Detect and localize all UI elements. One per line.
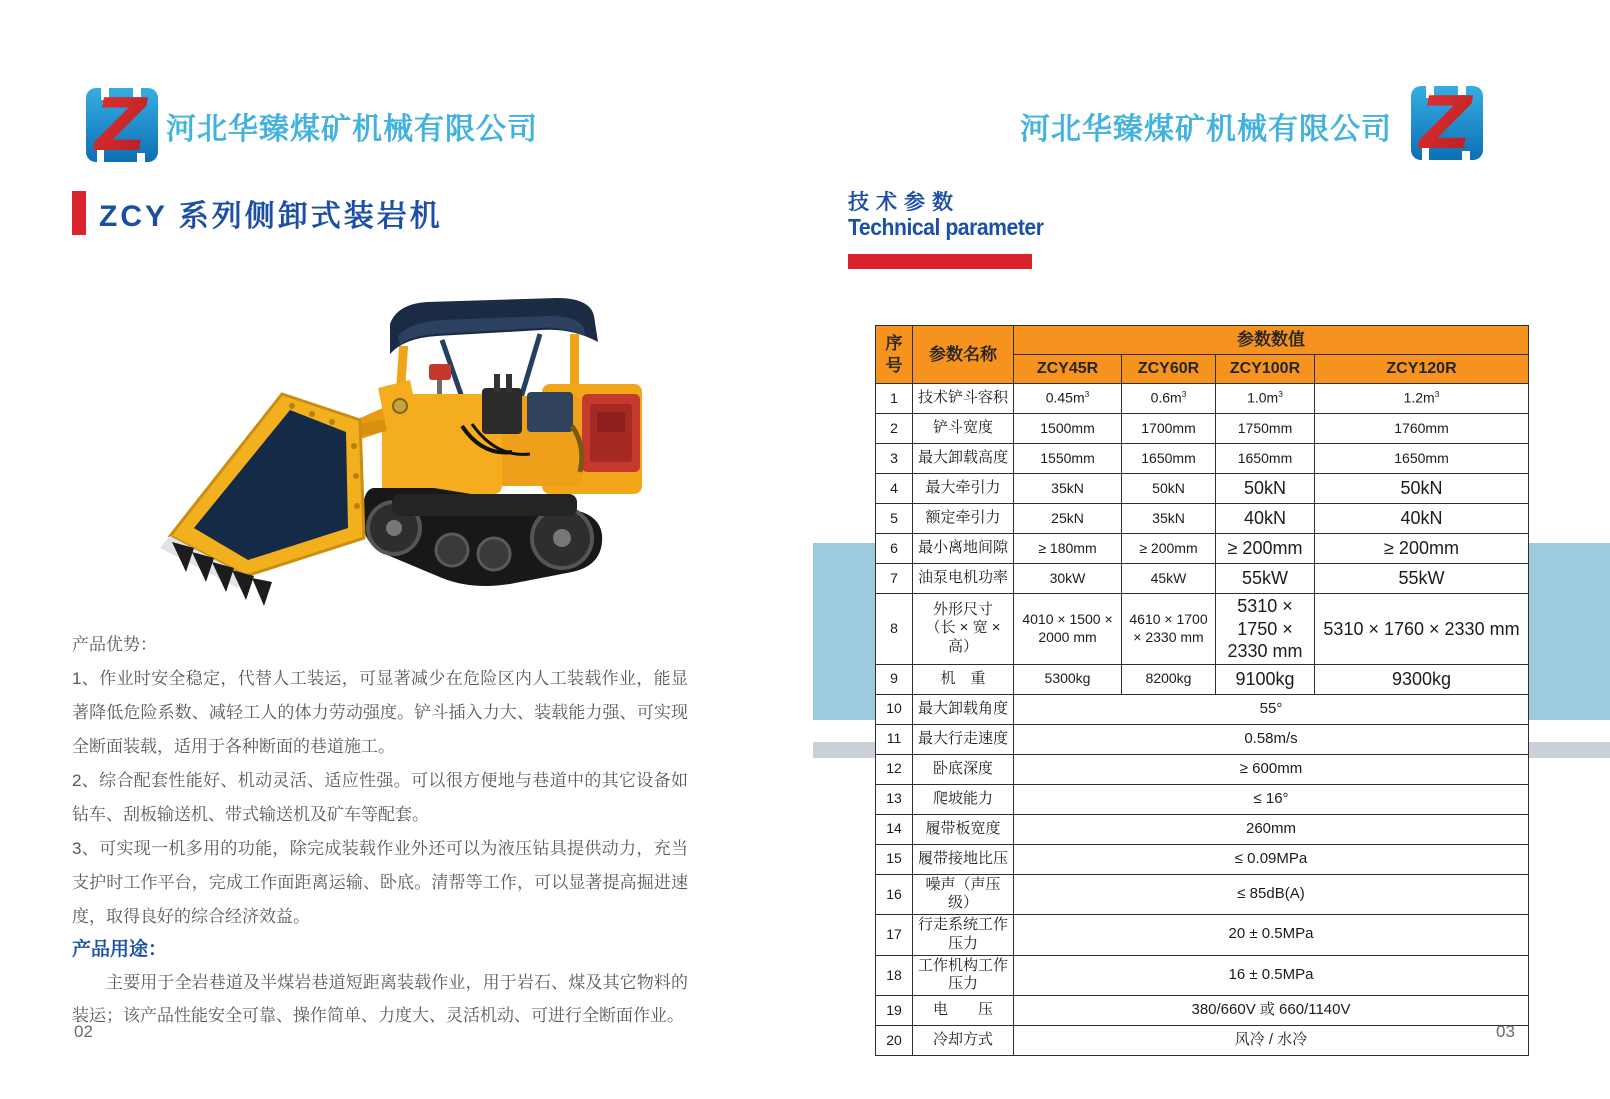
param-name-cell: 最大牵引力 [913,474,1014,504]
row-index-cell: 19 [876,996,913,1026]
param-value-cell: 40kN [1315,504,1529,534]
param-value-cell: 4610 × 1700 × 2330 mm [1122,594,1216,665]
title-red-bar [72,191,86,235]
product-image [142,276,667,614]
row-index-cell: 3 [876,444,913,474]
param-row-6 [876,534,1529,564]
row-index-cell: 10 [876,694,913,724]
param-name-cell: 最大卸载高度 [913,444,1014,474]
company-logo [77,84,165,166]
param-row-4 [876,474,1529,504]
param-value-span-cell: 风冷 / 水冷 [1014,1026,1529,1056]
param-name-cell: 机 重 [913,664,1014,694]
param-value-cell: 25kN [1014,504,1122,534]
param-value-span-cell: 16 ± 0.5MPa [1014,955,1529,996]
param-value-cell: 1550mm [1014,444,1122,474]
param-row-15 [876,844,1529,874]
row-index-cell: 9 [876,664,913,694]
param-row-1 [876,384,1529,414]
param-value-cell: 55kW [1216,564,1315,594]
param-value-cell: 50kN [1216,474,1315,504]
param-row-20 [876,1026,1529,1056]
param-value-cell: 45kW [1122,564,1216,594]
row-index-cell: 13 [876,784,913,814]
section-red-bar [848,254,1032,269]
param-row-3 [876,444,1529,474]
param-name-cell: 行走系统工作压力 [913,915,1014,956]
param-row-18 [876,955,1529,996]
param-value-cell: 1760mm [1315,414,1529,444]
company-name-left: 河北华臻煤矿机械有限公司 [166,113,538,146]
param-name-cell: 履带接地比压 [913,844,1014,874]
product-title-block [72,191,443,235]
param-row-8 [876,594,1529,665]
param-value-cell: 9100kg [1216,664,1315,694]
param-name-cell: 爬坡能力 [913,784,1014,814]
row-index-cell: 16 [876,874,913,915]
param-value-cell: 50kN [1122,474,1216,504]
header-index: 序号 [876,326,913,384]
param-name-cell: 最小离地间隙 [913,534,1014,564]
param-value-cell: 30kW [1014,564,1122,594]
param-value-span-cell: 55° [1014,694,1529,724]
param-value-cell: $1.2m^3$ [1315,384,1529,414]
page-number-left: 02 [74,1022,93,1041]
param-value-cell: ≥ 200mm [1216,534,1315,564]
param-value-span-cell: ≥ 600mm [1014,754,1529,784]
param-value-cell: 55kW [1315,564,1529,594]
param-row-11 [876,724,1529,754]
product-title: ZCY 系列侧卸式装岩机 [99,200,443,233]
advantage-item-3: 3、可实现一机多用的功能，除完成装载作业外还可以为液压钻具提供动力，充当支护时工作平台，完成工作面距离运输、卧底。清帮等工作，可以显著提高掘进速度，取得良好的综合经济效益。 [72,839,688,926]
param-value-span-cell: 260mm [1014,814,1529,844]
param-row-9 [876,664,1529,694]
param-value-cell: 5310 × 1760 × 2330 mm [1315,594,1529,665]
advantages-section [72,628,688,934]
row-index-cell: 17 [876,915,913,956]
advantages-heading: 产品优势： [72,635,157,654]
page-number-right: 03 [1496,1022,1515,1041]
param-value-span-cell: ≤ 85dB(A) [1014,874,1529,915]
param-value-cell: 35kN [1014,474,1122,504]
param-row-5 [876,504,1529,534]
section-title-zh: 技术参数 [848,191,960,214]
param-value-span-cell: 0.58m/s [1014,724,1529,754]
parameters-table [875,325,1529,1056]
row-index-cell: 11 [876,724,913,754]
logo-z-icon [77,84,165,166]
param-row-12 [876,754,1529,784]
advantage-item-1: 1、作业时安全稳定，代替人工装运，可显著减少在危险区内人工装载作业，能显著降低危险系数、减轻工人的体力劳动强度。铲斗插入力大、装载能力强、可实现全断面装载，适用于各种断面的巷道施工。 [72,669,688,756]
param-value-cell: 1500mm [1014,414,1122,444]
param-value-cell: ≥ 200mm [1122,534,1216,564]
header-model-zcy120r: ZCY120R [1315,355,1529,384]
row-index-cell: 2 [876,414,913,444]
param-value-span-cell: 380/660V 或 660/1140V [1014,996,1529,1026]
param-value-span-cell: ≤ 16° [1014,784,1529,814]
param-name-cell: 工作机构工作压力 [913,955,1014,996]
param-value-span-cell: ≤ 0.09MPa [1014,844,1529,874]
company-name-right: 河北华臻煤矿机械有限公司 [1020,113,1392,146]
param-value-cell: ≥ 200mm [1315,534,1529,564]
header-values: 参数数值 [1014,326,1529,355]
param-value-cell: 40kN [1216,504,1315,534]
param-name-cell: 噪声（声压级） [913,874,1014,915]
header-name: 参数名称 [913,326,1014,384]
param-value-span-cell: 20 ± 0.5MPa [1014,915,1529,956]
table-header-row-1 [876,326,1529,355]
param-value-cell: 1650mm [1315,444,1529,474]
row-index-cell: 15 [876,844,913,874]
param-name-cell: 冷却方式 [913,1026,1014,1056]
param-name-cell: 油泵电机功率 [913,564,1014,594]
row-index-cell: 8 [876,594,913,665]
param-name-cell: 最大行走速度 [913,724,1014,754]
param-value-cell: 1650mm [1122,444,1216,474]
param-value-cell: $0.6m^3$ [1122,384,1216,414]
param-value-cell: 4010 × 1500 × 2000 mm [1014,594,1122,665]
row-index-cell: 6 [876,534,913,564]
logo-z-icon [1402,82,1490,164]
param-value-cell: 1750mm [1216,414,1315,444]
header-model-zcy100r: ZCY100R [1216,355,1315,384]
param-name-cell: 最大卸载角度 [913,694,1014,724]
param-value-cell: 35kN [1122,504,1216,534]
param-row-16 [876,874,1529,915]
param-value-cell: 5300kg [1014,664,1122,694]
parameters-table-wrap [875,325,1529,1056]
row-index-cell: 12 [876,754,913,784]
param-row-19 [876,996,1529,1026]
param-row-10 [876,694,1529,724]
param-row-17 [876,915,1529,956]
param-value-cell: $0.45m^3$ [1014,384,1122,414]
param-value-cell: 8200kg [1122,664,1216,694]
row-index-cell: 1 [876,384,913,414]
param-name-cell: 卧底深度 [913,754,1014,784]
param-row-13 [876,784,1529,814]
param-value-cell: $1.0m^3$ [1216,384,1315,414]
param-name-cell: 铲斗宽度 [913,414,1014,444]
logo-letter: Z [94,84,148,166]
param-value-cell: ≥ 180mm [1014,534,1122,564]
row-index-cell: 20 [876,1026,913,1056]
company-logo-right [1402,82,1490,164]
header-model-zcy45r: ZCY45R [1014,355,1122,384]
rock-loader-illustration [142,276,667,614]
param-name-cell: 额定牵引力 [913,504,1014,534]
row-index-cell: 5 [876,504,913,534]
param-value-cell: 5310 × 1750 × 2330 mm [1216,594,1315,665]
param-name-cell: 履带板宽度 [913,814,1014,844]
header-model-zcy60r: ZCY60R [1122,355,1216,384]
param-name-cell: 电 压 [913,996,1014,1026]
logo-letter: Z [1419,82,1473,164]
param-value-cell: 9300kg [1315,664,1529,694]
param-value-cell: 1650mm [1216,444,1315,474]
param-value-cell: 50kN [1315,474,1529,504]
row-index-cell: 18 [876,955,913,996]
usage-text: 主要用于全岩巷道及半煤岩巷道短距离装载作业，用于岩石、煤及其它物料的装运；该产品性能安全可靠、操作简单、力度大、灵活机动、可进行全断面作业。 [72,973,688,1025]
row-index-cell: 14 [876,814,913,844]
usage-heading: 产品用途： [72,939,168,960]
row-index-cell: 4 [876,474,913,504]
param-row-7 [876,564,1529,594]
param-name-cell: 技术铲斗容积 [913,384,1014,414]
advantage-item-2: 2、综合配套性能好、机动灵活、适应性强。可以很方便地与巷道中的其它设备如钻车、刮板输送机、带式输送机及矿车等配套。 [72,771,688,824]
param-value-cell: 1700mm [1122,414,1216,444]
param-row-2 [876,414,1529,444]
section-title-en: Technical parameter [848,214,1044,240]
param-row-14 [876,814,1529,844]
row-index-cell: 7 [876,564,913,594]
param-name-cell: 外形尺寸 （长 × 宽 × 高） [913,594,1014,665]
